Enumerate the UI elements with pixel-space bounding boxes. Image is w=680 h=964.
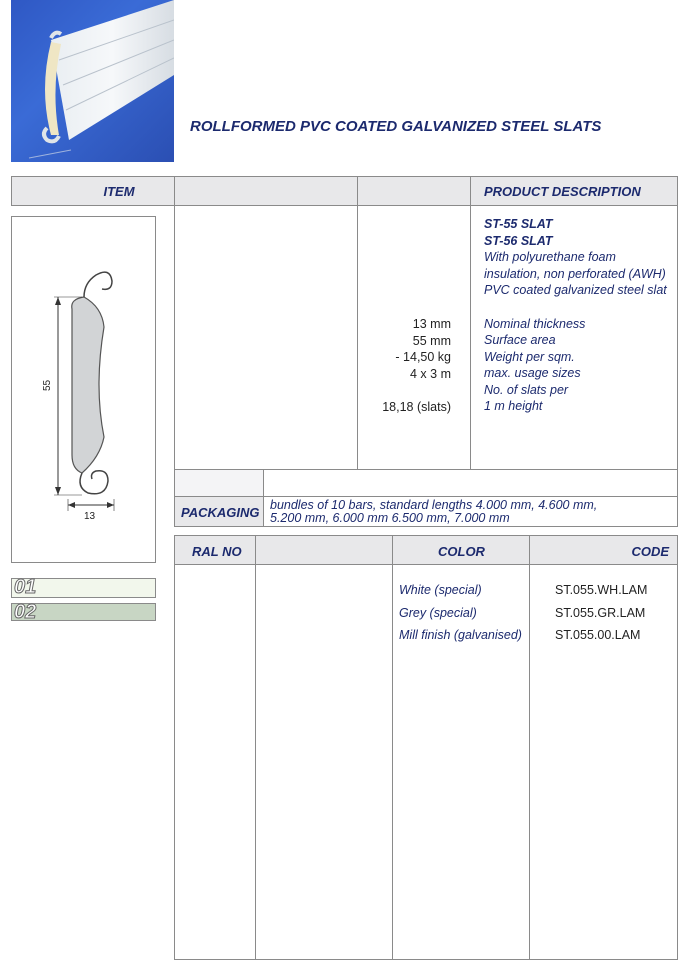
color-header bbox=[392, 535, 530, 565]
color-row-2: Grey (special) bbox=[399, 605, 477, 620]
packaging-text-line-2: 5.200 mm, 6.000 mm 6.500 mm, 7.000 mm bbox=[270, 511, 510, 525]
blank-column bbox=[255, 564, 393, 960]
color-header-label: COLOR bbox=[438, 544, 485, 559]
code-row-3: ST.055.00.LAM bbox=[555, 628, 641, 642]
packaging-label: PACKAGING bbox=[181, 505, 260, 520]
header-blank-2 bbox=[357, 176, 471, 206]
packaging-blank-left bbox=[174, 469, 264, 497]
packaging-header bbox=[174, 496, 264, 527]
item-header-label: ITEM bbox=[103, 184, 135, 199]
code-row-1: ST.055.WH.LAM bbox=[555, 583, 648, 597]
spec-value-usage: 4 x 3 m bbox=[410, 366, 451, 381]
code-header bbox=[529, 535, 678, 565]
swatch-02-number: 02 bbox=[14, 601, 37, 623]
document-title: ROLLFORMED PVC COATED GALVANIZED STEEL SLATS bbox=[190, 118, 602, 135]
code-row-2: ST.055.GR.LAM bbox=[555, 605, 646, 620]
spec-label-weight: Weight per sqm. bbox=[484, 349, 575, 364]
code-header-label: CODE bbox=[631, 544, 669, 559]
description-text bbox=[484, 216, 667, 415]
height-dimension-label: 55 bbox=[42, 379, 53, 391]
packaging-text-line-1: bundles of 10 bars, standard lengths 4.000 mm, 4.600 mm, bbox=[270, 498, 598, 512]
spec-values bbox=[382, 316, 451, 415]
spec-value-slats: 18,18 (slats) bbox=[382, 399, 451, 414]
ral-header-label: RAL NO bbox=[192, 544, 242, 559]
spec-value-weight: - 14,50 kg bbox=[395, 350, 451, 364]
code-column bbox=[529, 564, 678, 960]
header-blank-1 bbox=[174, 176, 358, 206]
code-list bbox=[555, 579, 647, 647]
description-column bbox=[470, 206, 678, 470]
color-header-blank bbox=[255, 535, 393, 565]
spec-blank-column bbox=[174, 206, 358, 470]
description-line-2: insulation, non perforated (AWH) bbox=[484, 266, 666, 281]
ral-header bbox=[174, 535, 256, 565]
spec-label-surface: Surface area bbox=[484, 333, 556, 347]
spec-value-surface: 55 mm bbox=[412, 333, 451, 348]
description-line-3: PVC coated galvanized steel slat bbox=[484, 283, 667, 297]
description-line-1: With polyurethane foam bbox=[484, 250, 616, 264]
spec-label-thickness: Nominal thickness bbox=[484, 316, 586, 331]
swatch-01 bbox=[11, 578, 156, 598]
packaging-blank-right bbox=[263, 469, 678, 497]
slat-drawing-box bbox=[11, 216, 156, 563]
spec-value-thickness: 13 mm bbox=[412, 317, 451, 331]
product-description-label: PRODUCT DESCRIPTION bbox=[484, 184, 641, 199]
packaging-text-cell bbox=[263, 496, 678, 527]
color-list bbox=[399, 579, 522, 647]
spec-label-usage: max. usage sizes bbox=[484, 366, 581, 380]
ral-column bbox=[174, 564, 256, 960]
color-row-3: Mill finish (galvanised) bbox=[399, 628, 522, 642]
slat-name-1: ST-55 SLAT bbox=[484, 217, 553, 231]
product-description-header bbox=[470, 176, 678, 206]
color-row-1: White (special) bbox=[399, 583, 482, 597]
swatch-02 bbox=[11, 603, 156, 621]
spec-value-blank bbox=[382, 382, 451, 399]
swatch-01-number: 01 bbox=[14, 576, 37, 598]
color-column bbox=[392, 564, 530, 960]
spec-label-slats: No. of slats per bbox=[484, 382, 569, 397]
product-photo bbox=[11, 0, 174, 162]
packaging-text bbox=[270, 499, 597, 525]
width-dimension-label: 13 bbox=[84, 511, 96, 522]
spec-label-height: 1 m height bbox=[484, 399, 543, 413]
item-header bbox=[11, 176, 175, 206]
spec-values-column bbox=[357, 206, 471, 470]
slat-photo-illustration bbox=[11, 0, 174, 162]
slat-name-2: ST-56 SLAT bbox=[484, 233, 553, 248]
